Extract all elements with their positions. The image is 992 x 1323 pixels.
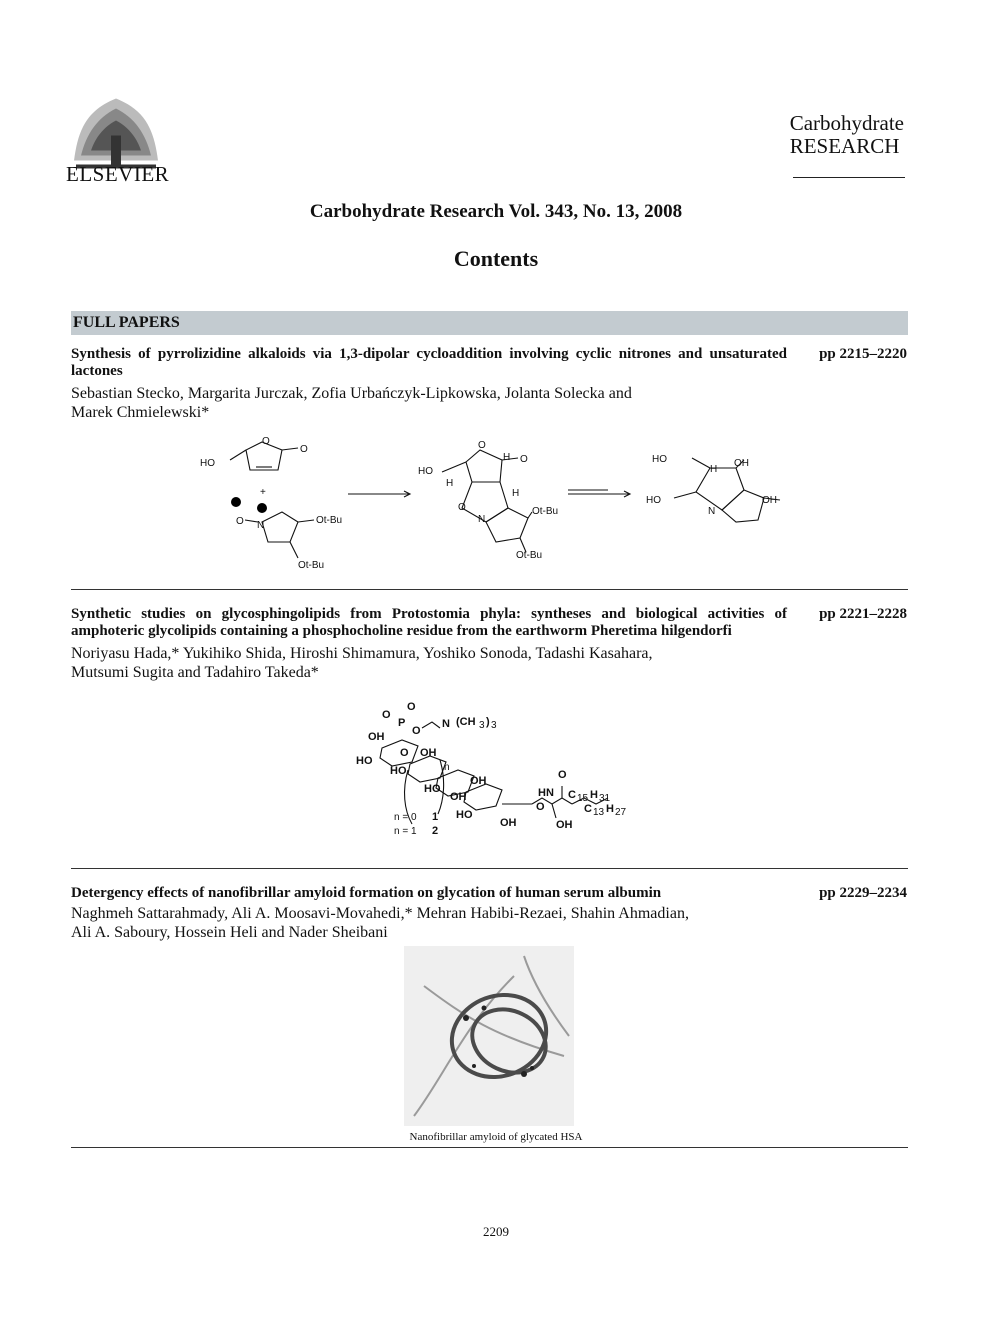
- atom-label: OH: [470, 775, 487, 787]
- atom-label: OH: [368, 731, 385, 743]
- authors-line: Sebastian Stecko, Margarita Jurczak, Zofia Urbańczyk-Lipkowska, Jolanta Solecka and: [71, 385, 632, 402]
- atom-label: N: [708, 506, 716, 517]
- entry-title[interactable]: Synthetic studies on glycosphingolipids from Protostomia phyla: syntheses and biological activities of amphoteric glycolipids containing a phosphocholine residue from the earthworm Pheretima hilgendorfi: [71, 606, 787, 639]
- entry-title[interactable]: Synthesis of pyrrolizidine alkaloids via 1,3-dipolar cycloaddition involving cyclic nitrones and unsaturated lactones: [71, 346, 787, 379]
- atom-label: O: [236, 516, 244, 527]
- subscript: 3: [479, 720, 485, 731]
- atom-label: C: [568, 789, 576, 801]
- section-header-bar: [71, 311, 908, 335]
- subscript: 15: [577, 793, 589, 804]
- atom-label: OH: [420, 747, 437, 759]
- publisher-name: ELSEVIER: [66, 162, 170, 186]
- n-value-label: n = 0: [394, 812, 417, 823]
- atom-label: Ot-Bu: [316, 515, 343, 526]
- atom-label: O: [300, 444, 308, 455]
- volume-title: Carbohydrate Research Vol. 343, No. 13, 2008: [309, 201, 683, 222]
- atom-label: C: [584, 803, 592, 815]
- figure-caption: Nanofibrillar amyloid of glycated HSA: [409, 1131, 583, 1143]
- entry-pages: pp 2229–2234: [819, 885, 907, 901]
- atom-label: O: [400, 747, 409, 759]
- atom-label: (CH: [456, 716, 476, 728]
- atom-label: HO: [356, 755, 373, 767]
- atom-label: OH: [556, 819, 573, 831]
- entry-pages: pp 2215–2220: [819, 346, 907, 362]
- entry-authors: [71, 904, 787, 942]
- atom-label: HO: [200, 458, 215, 469]
- atom-label: Ot-Bu: [532, 506, 559, 517]
- entry-pages: pp 2221–2228: [819, 606, 907, 622]
- atom-label: H: [710, 464, 718, 475]
- entry-authors: [71, 644, 787, 682]
- atom-label: HO: [652, 454, 667, 465]
- page-number: 2209: [483, 1224, 509, 1239]
- atom-label: N: [478, 514, 486, 525]
- authors-line: Ali A. Saboury, Hossein Heli and Nader Sheibani: [71, 924, 388, 941]
- atom-label: Ot-Bu: [298, 560, 325, 571]
- authors-line: Mutsumi Sugita and Tadahiro Takeda*: [71, 664, 319, 681]
- glycolipid-structure: [352, 700, 632, 845]
- atom-label: H: [446, 478, 454, 489]
- atom-label: HO: [390, 765, 407, 777]
- atom-label: H: [590, 789, 598, 801]
- atom-label: O: [478, 440, 486, 451]
- journal-rule: [793, 177, 905, 178]
- atom-label: O: [536, 801, 545, 813]
- atom-label: OH: [500, 817, 517, 829]
- reaction-scheme-1: [190, 430, 800, 575]
- atom-label: Ot-Bu: [516, 550, 543, 561]
- entry-authors: [71, 384, 787, 422]
- entry-divider: [71, 868, 908, 869]
- atom-label: +: [260, 487, 266, 498]
- atom-label: OH: [734, 458, 749, 469]
- subscript: 13: [593, 807, 605, 818]
- entry-divider: [71, 589, 908, 590]
- journal-mark: [790, 112, 904, 158]
- atom-label: HO: [418, 466, 433, 477]
- atom-label: HO: [456, 809, 473, 821]
- atom-label: H: [606, 803, 614, 815]
- atom-label: O: [382, 709, 391, 721]
- atom-label: O: [412, 725, 421, 737]
- atom-label: O: [262, 436, 270, 447]
- atom-label: O: [520, 454, 528, 465]
- atom-label: O: [458, 502, 466, 513]
- section-label: FULL PAPERS: [73, 314, 180, 331]
- atom-label: O: [407, 701, 416, 713]
- authors-line: Naghmeh Sattarahmady, Ali A. Moosavi-Movahedi,* Mehran Habibi-Rezaei, Shahin Ahmadian,: [71, 905, 689, 922]
- journal-name-line2: RESEARCH: [789, 134, 900, 158]
- subscript: 31: [599, 793, 611, 804]
- atom-label: OH: [762, 495, 777, 506]
- atom-label: H: [503, 452, 511, 463]
- subscript: 3: [491, 720, 497, 731]
- atom-label: N: [257, 520, 265, 531]
- authors-line: Noriyasu Hada,* Yukihiko Shida, Hiroshi Shimamura, Yoshiko Sonoda, Tadashi Kasahara,: [71, 645, 653, 662]
- authors-line: Marek Chmielewski*: [71, 404, 210, 421]
- compound-number: 2: [432, 825, 439, 837]
- entry-divider: [71, 1147, 908, 1148]
- atom-label: H: [512, 488, 520, 499]
- compound-number: 1: [432, 811, 439, 823]
- atom-label: OH: [450, 791, 467, 803]
- atom-label: HN: [538, 787, 554, 799]
- atom-label: O: [558, 769, 567, 781]
- entry-title[interactable]: Detergency effects of nanofibrillar amyloid formation on glycation of human serum albumin: [71, 885, 662, 901]
- atom-label: n: [444, 762, 450, 773]
- atom-label: ): [486, 716, 490, 728]
- journal-name-line1: Carbohydrate: [789, 111, 904, 135]
- contents-title: Contents: [453, 246, 539, 271]
- atom-label: N: [442, 718, 450, 730]
- n-value-label: n = 1: [394, 826, 417, 837]
- atom-label: HO: [646, 495, 661, 506]
- micrograph-image: [404, 946, 574, 1126]
- atom-label: HO: [424, 783, 441, 795]
- atom-label: P: [398, 717, 406, 729]
- subscript: 27: [615, 807, 627, 818]
